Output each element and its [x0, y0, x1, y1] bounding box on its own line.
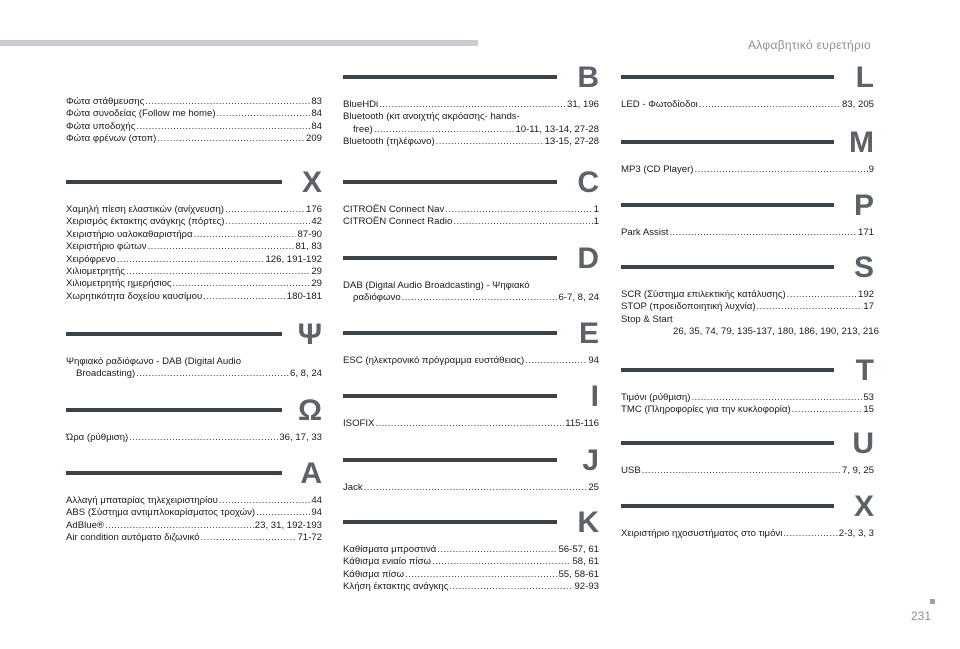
- entry-line: [343, 204, 599, 216]
- entry-line: [343, 136, 599, 148]
- entry-term: Κάθισμα ενιαίο πίσω: [343, 556, 432, 568]
- index-entry: [621, 164, 874, 176]
- section-divider: [66, 471, 282, 475]
- entry-line: [621, 301, 874, 313]
- entry-term: CITROËN Connect Radio: [343, 216, 453, 228]
- section-header: [621, 490, 874, 528]
- index-entry: [621, 289, 874, 301]
- index-entry: [66, 507, 322, 519]
- entry-term: free): [353, 123, 373, 135]
- page-reference: 126, 191-192: [265, 253, 322, 265]
- dot-leader: [374, 124, 515, 136]
- index-entry: [621, 301, 874, 313]
- dot-leader: [225, 216, 310, 228]
- index-entry: [343, 136, 599, 148]
- entry-term: ABS (Σύστημα αντιμπλοκαρίσματος τροχών): [66, 507, 256, 519]
- index-section: [621, 354, 874, 417]
- entry-line: [621, 314, 874, 326]
- entry-term: Χιλιομετρητής: [66, 266, 125, 278]
- dot-leader: [364, 482, 588, 494]
- section-header: [66, 318, 322, 356]
- entry-line: [343, 280, 599, 292]
- page-reference: 176: [305, 204, 322, 215]
- section-divider: [343, 520, 557, 524]
- index-entry: [66, 254, 322, 266]
- index-entry: [343, 204, 599, 216]
- section-header: [66, 166, 322, 204]
- section-header: [66, 394, 322, 432]
- entry-term: SCR (Σύστημα επιλεκτικής κατάλυσης): [621, 289, 786, 300]
- index-entry: [621, 99, 874, 111]
- entry-line: [66, 432, 322, 444]
- page-reference: 94: [588, 355, 599, 366]
- index-entry: [66, 278, 322, 290]
- section-divider: [621, 441, 834, 445]
- entry-term: AdBlue®: [66, 519, 105, 531]
- section-letter: S: [853, 251, 874, 284]
- section-header: [343, 242, 599, 280]
- entry-line: [66, 241, 322, 253]
- dot-leader: [449, 581, 573, 593]
- entry-term: Αλλαγή μπαταρίας τηλεχειριστηρίου: [66, 495, 218, 506]
- entry-line: [66, 507, 322, 519]
- entry-line: [343, 355, 599, 367]
- section-letter: A: [300, 457, 322, 490]
- dot-leader: [117, 254, 265, 266]
- section-letter: E: [578, 317, 599, 350]
- section-letter: C: [577, 166, 599, 199]
- page-reference: 83: [311, 96, 322, 107]
- index-section: [621, 61, 874, 111]
- section-letter: K: [577, 506, 599, 539]
- page-reference: 42: [311, 216, 322, 228]
- entry-term: Φώτα συνοδείας (Follow me home): [66, 108, 216, 120]
- dot-leader: [136, 368, 289, 380]
- index-entry: [621, 313, 879, 339]
- page-reference: 115-116: [565, 418, 599, 429]
- section-header: [66, 457, 322, 495]
- index-entry: [66, 520, 322, 532]
- entry-term: Bluetooth (κιτ ανοιχτής ακρόασης- hands-: [343, 111, 520, 123]
- section-letter: D: [577, 242, 599, 275]
- dot-leader: [148, 241, 295, 253]
- section-divider: [621, 368, 834, 372]
- page-reference: 92-93: [574, 581, 599, 593]
- index-section: [66, 96, 322, 146]
- page-reference: 58, 61: [572, 556, 599, 568]
- entry-line: [66, 368, 322, 380]
- entry-line: [621, 289, 874, 301]
- page-title: Αλφαβητικό ευρετήριο: [748, 38, 872, 52]
- section-letter: Ψ: [297, 318, 322, 351]
- page-reference: 7, 9, 25: [841, 465, 874, 476]
- section-divider: [343, 256, 557, 260]
- page-reference: 9: [868, 164, 874, 175]
- index-entry: [343, 569, 599, 581]
- page-reference: 29: [311, 278, 322, 290]
- entry-line: [66, 121, 322, 133]
- entry-line: [621, 465, 874, 477]
- index-section: [621, 490, 874, 540]
- entry-line: [66, 108, 322, 120]
- section-divider: [343, 458, 557, 462]
- index-entry: [66, 241, 322, 253]
- index-entry: [66, 96, 322, 108]
- page-reference: 87-90: [297, 228, 322, 240]
- entry-line: [66, 254, 322, 266]
- section-header: [621, 251, 874, 289]
- entry-line: [343, 111, 599, 123]
- section-letter: L: [855, 61, 874, 94]
- index-entry: [343, 280, 599, 305]
- entry-term: Φώτα υποδοχής: [66, 120, 136, 132]
- entry-term: CITROËN Connect Nav: [343, 204, 445, 215]
- page-reference: 25: [588, 482, 599, 493]
- entry-line: [343, 292, 599, 304]
- entry-term: Ώρα (ρύθμιση): [66, 432, 129, 443]
- index-section: [343, 380, 599, 430]
- section-letter: Ω: [297, 394, 322, 427]
- dot-leader: [173, 278, 311, 290]
- dot-leader: [203, 291, 286, 303]
- page-reference: 209: [305, 133, 322, 145]
- dot-leader: [757, 301, 863, 313]
- page-reference: 83, 205: [841, 99, 874, 110]
- section-letter: B: [577, 61, 599, 94]
- dot-leader: [642, 465, 841, 477]
- index-entry: [66, 121, 322, 133]
- entry-term: STOP (προειδοποιητική λυχνία): [621, 301, 756, 313]
- page-reference: 1: [593, 204, 599, 215]
- entry-line: [66, 204, 322, 216]
- entry-term: ISOFIX: [343, 418, 375, 429]
- dot-leader: [792, 404, 863, 416]
- page-reference: 53: [863, 392, 874, 403]
- dot-leader: [194, 229, 297, 241]
- dot-leader: [783, 528, 837, 540]
- entry-line: [343, 544, 599, 556]
- section-divider: [343, 180, 557, 184]
- entry-line: [66, 278, 322, 290]
- dot-leader: [453, 216, 592, 228]
- dot-leader: [105, 520, 254, 532]
- index-entry: [621, 392, 874, 404]
- index-entry: [343, 355, 599, 367]
- entry-line: [621, 404, 874, 416]
- entry-term: Stop & Start: [621, 313, 673, 325]
- page-reference: 56-57, 61: [558, 544, 599, 555]
- index-entry: [66, 108, 322, 120]
- entry-term: Φώτα στάθμευσης: [66, 96, 145, 107]
- entry-term: Κάθισμα πίσω: [343, 568, 405, 580]
- section-header: [343, 444, 599, 482]
- page-reference: 17: [863, 301, 874, 313]
- entry-term: Χιλιομετρητής ημερήσιος: [66, 278, 172, 290]
- dot-leader: [136, 121, 310, 133]
- section-header: [343, 61, 599, 99]
- page-reference: 44: [311, 495, 322, 506]
- entry-line: [621, 326, 879, 338]
- entry-term: Φώτα φρένων (στοπ): [66, 133, 157, 145]
- entry-line: [343, 581, 599, 593]
- section-divider: [66, 408, 282, 412]
- page-reference: 31, 196: [566, 99, 599, 110]
- index-entry: [66, 495, 322, 507]
- index-entry: [621, 404, 874, 416]
- entry-line: [343, 556, 599, 568]
- entry-line: [66, 266, 322, 278]
- page-reference: 81, 83: [295, 241, 322, 253]
- page-reference: 10-11, 13-14, 27-28: [515, 123, 599, 135]
- index-section: [343, 317, 599, 367]
- page-reference: 55, 58-61: [558, 568, 599, 580]
- section-divider: [343, 394, 557, 398]
- entry-term: MP3 (CD Player): [621, 164, 694, 175]
- index-entry: [343, 216, 599, 228]
- dot-leader: [691, 392, 862, 404]
- index-section: [343, 506, 599, 594]
- index-entry: [66, 204, 322, 216]
- section-header: [343, 317, 599, 355]
- index-entry: [343, 418, 599, 430]
- entry-term: TMC (Πληροφορίες για την κυκλοφορία): [621, 404, 791, 416]
- section-header: [343, 380, 599, 418]
- index-section: [621, 126, 874, 176]
- entry-term: BlueHDi: [343, 99, 379, 110]
- entry-line: [343, 99, 599, 111]
- index-section: [66, 394, 322, 444]
- section-header: [343, 506, 599, 544]
- entry-term: ESC (ηλεκτρονικό πρόγραμμα ευστάθειας): [343, 355, 525, 366]
- index-entry: [66, 532, 322, 544]
- dot-leader: [379, 99, 566, 111]
- index-section: [66, 457, 322, 545]
- index-entry: [66, 356, 322, 381]
- index-entry: [66, 216, 322, 228]
- section-header: [621, 427, 874, 465]
- section-letter: P: [853, 189, 874, 222]
- section-divider: [621, 265, 834, 269]
- entry-term: Τιμόνι (ρύθμιση): [621, 392, 691, 403]
- index-entry: [66, 266, 322, 278]
- section-divider: [621, 75, 834, 79]
- entry-line: [66, 96, 322, 108]
- entry-term: Χειρισμός έκτακτης ανάγκης (πόρτες): [66, 216, 225, 228]
- index-section: [621, 189, 874, 239]
- dot-leader: [787, 289, 857, 301]
- entry-line: [621, 528, 874, 540]
- entry-term: Καθίσματα μπροστινά: [343, 544, 437, 555]
- entry-line: [66, 495, 322, 507]
- entry-term: Bluetooth (τηλέφωνο): [343, 136, 435, 148]
- entry-term: DAB (Digital Audio Broadcasting) - Ψηφιακό: [343, 280, 530, 291]
- index-entry: [66, 229, 322, 241]
- entry-term: Χειριστήριο ηχοσυστήματος στο τιμόνι: [621, 528, 783, 539]
- entry-line: [66, 291, 322, 303]
- dot-leader: [669, 227, 857, 239]
- section-divider: [66, 332, 282, 336]
- section-letter: J: [582, 444, 599, 477]
- entry-line: [343, 216, 599, 228]
- dot-leader: [699, 99, 841, 111]
- index-section: [343, 444, 599, 494]
- dot-leader: [225, 204, 305, 216]
- section-divider: [66, 180, 282, 184]
- entry-term: ραδιόφωνο: [353, 292, 401, 304]
- page-reference: 15: [863, 404, 874, 416]
- entry-line: [621, 164, 874, 176]
- index-entry: [66, 133, 322, 145]
- dot-leader: [402, 292, 558, 304]
- header-rule: [0, 40, 478, 46]
- section-divider: [343, 331, 557, 335]
- entry-line: [343, 124, 599, 136]
- section-header: [621, 126, 874, 164]
- section-letter: I: [590, 380, 599, 413]
- page-reference: 84: [311, 120, 322, 132]
- section-header: [621, 61, 874, 99]
- index-section: [621, 251, 879, 339]
- section-divider: [343, 75, 557, 79]
- entry-line: [66, 229, 322, 241]
- page-reference: 26, 35, 74, 79, 135-137, 180, 186, 190, 213, 216: [673, 326, 879, 338]
- entry-line: [621, 99, 874, 111]
- page-reference: 13-15, 27-28: [544, 136, 599, 148]
- index-section: [66, 166, 322, 303]
- index-entry: [621, 227, 874, 239]
- entry-term: Χειριστήριο φώτων: [66, 241, 147, 253]
- entry-term: Ψηφιακό ραδιόφωνο - DAB (Digital Audio: [66, 356, 242, 367]
- entry-term: Χαμηλή πίεση ελαστικών (ανίχνευση): [66, 204, 224, 215]
- section-header: [621, 189, 874, 227]
- page-reference: 192: [857, 289, 874, 300]
- section-letter: M: [849, 126, 874, 159]
- index-entry: [343, 581, 599, 593]
- index-entry: [343, 556, 599, 568]
- index-section: [621, 427, 874, 477]
- section-divider: [621, 140, 834, 144]
- page-number: 231: [911, 609, 932, 623]
- entry-term: Jack: [343, 482, 363, 493]
- page-reference: 2-3, 3, 3: [838, 528, 874, 539]
- entry-line: [66, 356, 322, 368]
- dot-leader: [445, 204, 592, 216]
- dot-leader: [525, 355, 587, 367]
- section-letter: U: [852, 427, 874, 460]
- page-reference: 180-181: [286, 290, 322, 302]
- page-reference: 36, 17, 33: [279, 432, 322, 443]
- index-entry: [621, 528, 874, 540]
- entry-line: [343, 482, 599, 494]
- dot-leader: [405, 569, 557, 581]
- footer-marker: [930, 599, 935, 604]
- entry-line: [66, 520, 322, 532]
- entry-term: Air condition αυτόματο διζωνικό: [66, 532, 200, 544]
- entry-line: [66, 216, 322, 228]
- page-reference: 29: [311, 266, 322, 278]
- entry-term: Χωρητικότητα δοχείου καυσίμου: [66, 290, 203, 302]
- entry-term: Broadcasting): [76, 368, 136, 380]
- page-reference: 71-72: [297, 532, 322, 544]
- entry-line: [66, 133, 322, 145]
- page-reference: 171: [857, 227, 874, 238]
- entry-line: [621, 227, 874, 239]
- dot-leader: [437, 544, 557, 556]
- index-entry: [621, 465, 874, 477]
- index-section: [66, 318, 322, 381]
- entry-line: [621, 392, 874, 404]
- section-divider: [621, 504, 834, 508]
- dot-leader: [145, 96, 310, 108]
- index-entry: [343, 99, 599, 111]
- section-header: [621, 354, 874, 392]
- section-letter: T: [855, 354, 874, 387]
- section-header: [343, 166, 599, 204]
- dot-leader: [695, 164, 868, 176]
- dot-leader: [129, 432, 278, 444]
- page-reference: 6-7, 8, 24: [558, 292, 599, 304]
- dot-leader: [219, 495, 311, 507]
- dot-leader: [126, 266, 310, 278]
- section-letter: Χ: [301, 166, 322, 199]
- dot-leader: [436, 136, 544, 148]
- dot-leader: [217, 108, 311, 120]
- index-section: [343, 61, 599, 149]
- dot-leader: [201, 532, 297, 544]
- index-section: [343, 166, 599, 229]
- index-entry: [343, 111, 599, 136]
- dot-leader: [432, 556, 571, 568]
- entry-term: Park Assist: [621, 227, 669, 238]
- entry-term: Χειριστήριο υαλοκαθαριστήρα: [66, 228, 193, 240]
- index-entry: [66, 291, 322, 303]
- entry-term: LED - Φωτοδίοδοι: [621, 99, 698, 110]
- index-entry: [343, 482, 599, 494]
- entry-line: [343, 418, 599, 430]
- index-section: [343, 242, 599, 305]
- dot-leader: [256, 507, 310, 519]
- index-entry: [66, 432, 322, 444]
- page-reference: 94: [311, 507, 322, 519]
- entry-line: [343, 569, 599, 581]
- section-divider: [621, 203, 834, 207]
- index-entry: [343, 544, 599, 556]
- entry-term: USB: [621, 465, 641, 476]
- page-reference: 1: [593, 216, 599, 228]
- dot-leader: [375, 418, 564, 430]
- section-letter: X: [853, 490, 874, 523]
- page-reference: 6, 8, 24: [289, 368, 322, 380]
- page-reference: 84: [311, 108, 322, 120]
- entry-term: Χειρόφρενο: [66, 253, 116, 265]
- entry-term: Κλήση έκτακτης ανάγκης: [343, 581, 449, 593]
- dot-leader: [157, 133, 305, 145]
- page-reference: 23, 31, 192-193: [254, 519, 322, 531]
- entry-line: [66, 532, 322, 544]
